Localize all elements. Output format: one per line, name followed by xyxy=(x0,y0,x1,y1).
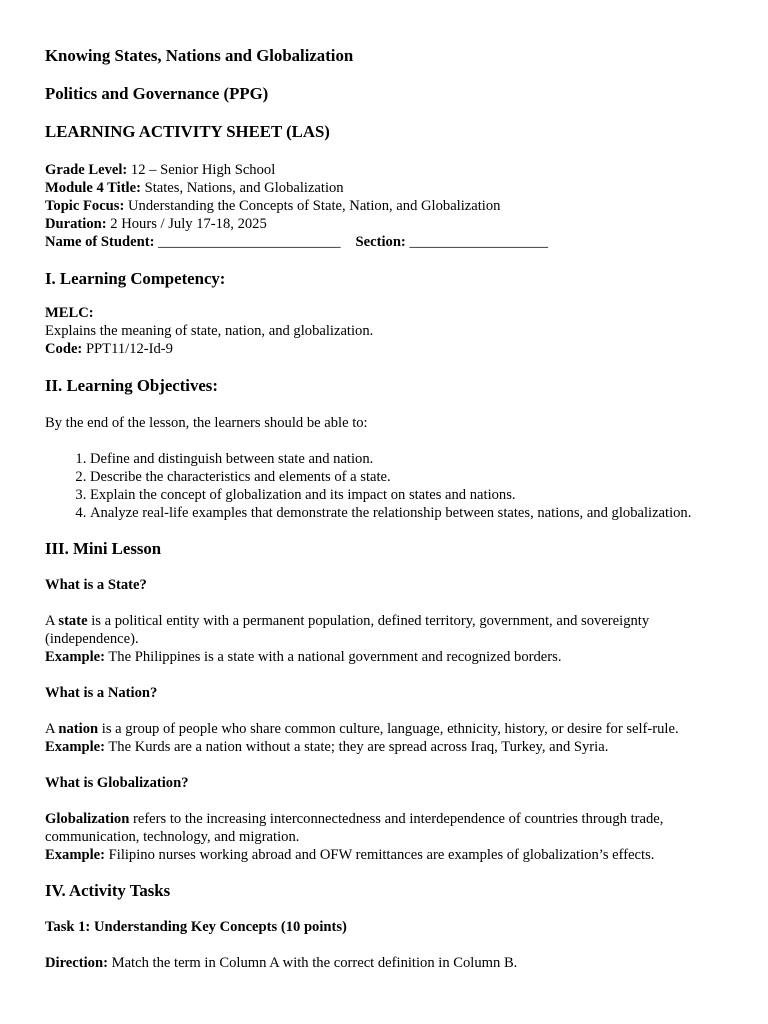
student-info-block xyxy=(45,161,723,251)
globalization-term: Globalization xyxy=(45,811,130,827)
section-label: Section: xyxy=(355,234,406,250)
topic-focus-value: Understanding the Concepts of State, Nation, and Globalization xyxy=(124,198,501,214)
duration-line xyxy=(45,215,723,233)
state-example: Example: The Philippines is a state with a national government and recognized borders. xyxy=(45,649,562,665)
state-term: state xyxy=(58,613,88,629)
objective-item: 1. Define and distinguish between state and nation. xyxy=(90,450,723,468)
melc-block xyxy=(45,304,723,358)
topic-focus-label: Topic Focus: xyxy=(45,198,125,214)
module-title-value: States, Nations, and Globalization xyxy=(140,180,344,196)
duration-value: 2 Hours / July 17-18, 2025 xyxy=(106,216,267,232)
state-definition-block xyxy=(45,612,723,666)
code-line xyxy=(45,340,723,358)
document-subject: Politics and Governance (PPG) xyxy=(45,84,269,103)
nation-definition-block xyxy=(45,720,723,756)
objectives-intro: By the end of the lesson, the learners should be able to: xyxy=(45,415,368,431)
state-example-label: Example: xyxy=(45,649,105,665)
objectives-list xyxy=(45,450,723,522)
grade-level-label: Grade Level: xyxy=(45,162,128,178)
document-title: Knowing States, Nations and Globalization xyxy=(45,46,354,65)
globalization-definition-block xyxy=(45,810,723,864)
section-blank[interactable]: ___________________ xyxy=(405,234,549,250)
document-sheet-type: LEARNING ACTIVITY SHEET (LAS) xyxy=(45,122,330,141)
globalization-example-label: Example: xyxy=(45,847,105,863)
code-value: PPT11/12-Id-9 xyxy=(82,341,173,357)
topic-focus-line xyxy=(45,197,723,215)
module-title-label: Module 4 Title: xyxy=(45,180,141,196)
name-section-line xyxy=(45,233,723,251)
objective-item: 3. Explain the concept of globalization and its impact on states and nations. xyxy=(90,486,723,504)
competency-heading: I. Learning Competency: xyxy=(45,269,226,288)
melc-text: Explains the meaning of state, nation, and globalization. xyxy=(45,323,374,339)
objective-item: 4. Analyze real-life examples that demonstrate the relationship between states, nations, and globalization. xyxy=(90,504,723,522)
nation-question: What is a Nation? xyxy=(45,685,158,701)
globalization-question: What is Globalization? xyxy=(45,775,189,791)
nation-term: nation xyxy=(58,721,99,737)
direction-label: Direction: xyxy=(45,955,108,971)
task1-direction: Direction: Match the term in Column A with the correct definition in Column B. xyxy=(45,955,518,971)
student-name-label: Name of Student: xyxy=(45,234,155,250)
nation-example: Example: The Kurds are a nation without a state; they are spread across Iraq, Turkey, and Syria. xyxy=(45,739,609,755)
grade-level-value: 12 – Senior High School xyxy=(127,162,276,178)
grade-level-line xyxy=(45,161,723,179)
nation-definition: A nation is a group of people who share common culture, language, ethnicity, history, or desire for self-rule. xyxy=(45,721,679,737)
activity-heading: IV. Activity Tasks xyxy=(45,881,171,900)
task1-heading: Task 1: Understanding Key Concepts (10 points) xyxy=(45,919,347,935)
mini-lesson-heading: III. Mini Lesson xyxy=(45,539,162,558)
code-label: Code: xyxy=(45,341,83,357)
objectives-heading: II. Learning Objectives: xyxy=(45,376,218,395)
globalization-example: Example: Filipino nurses working abroad and OFW remittances are examples of globalization’s effects. xyxy=(45,847,655,863)
melc-label: MELC: xyxy=(45,305,94,321)
objective-item: 2. Describe the characteristics and elements of a state. xyxy=(90,468,723,486)
globalization-definition: Globalization refers to the increasing interconnectedness and interdependence of countries through trade, communication, technology, and migration. xyxy=(45,811,664,845)
state-definition: A state is a political entity with a permanent population, defined territory, government, and sovereignty (independence). xyxy=(45,613,650,647)
nation-example-label: Example: xyxy=(45,739,105,755)
state-question: What is a State? xyxy=(45,577,147,593)
module-title-line xyxy=(45,179,723,197)
student-name-blank[interactable]: _________________________ xyxy=(154,234,341,250)
duration-label: Duration: xyxy=(45,216,107,232)
